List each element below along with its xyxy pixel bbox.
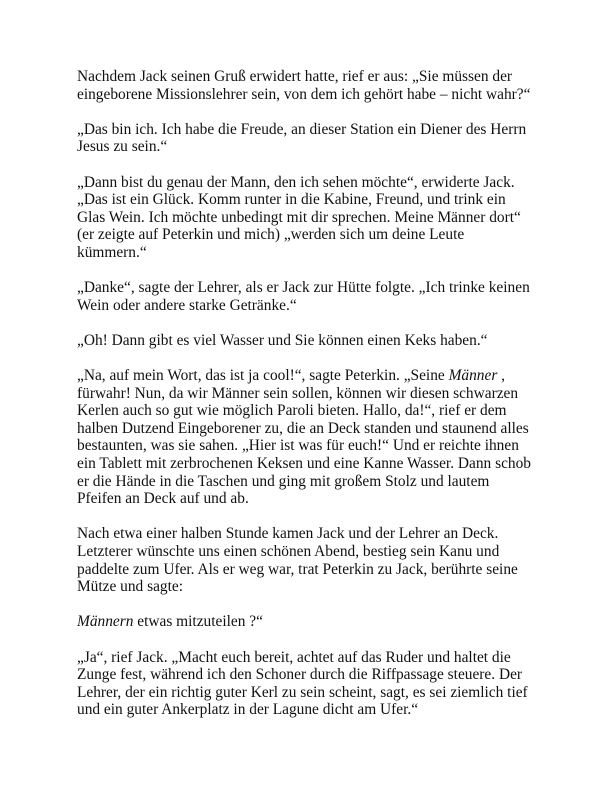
paragraph-7: Nach etwa einer halben Stunde kamen Jack und der Lehrer an Deck. Letzterer wünschte uns einen schönen Abend, bestieg sein Kanu und paddelte zum Ufer. Als er weg war, trat Peterkin zu Jack, berührte seine Mütze und sagte: bbox=[77, 525, 518, 596]
paragraph-2: „Das bin ich. Ich habe die Freude, an dieser Station ein Diener des Herrn Jesus zu sein.“ bbox=[77, 120, 527, 156]
paragraph-3: „Dann bist du genau der Mann, den ich sehen möchte“, erwiderte Jack. „Das ist ein Glück. Komm runter in die Kabine, Freund, und trink ein Glas Wein. Ich möchte unbedingt mit dir sprechen. Meine Männer dort“ (er zeigte auf Peterkin und mich) „werden sich um deine Leute kümmern.“ bbox=[77, 173, 521, 261]
paragraph-4: „Danke“, sagte der Lehrer, als er Jack zur Hütte folgte. „Ich trinke keinen Wein oder andere starke Getränke.“ bbox=[77, 279, 530, 314]
paragraph-8-text-after: etwas mitzuteilen ?“ bbox=[133, 613, 263, 631]
paragraph-6-italic-word: Männer bbox=[448, 367, 498, 385]
paragraph-1: Nachdem Jack seinen Gruß erwidert hatte, rief er aus: „Sie müssen der eingeborene Missionslehrer sein, von dem ich gehört habe – nicht wahr?“ bbox=[77, 68, 531, 103]
paragraph-5: „Oh! Dann gibt es viel Wasser und Sie können einen Keks haben.“ bbox=[77, 331, 488, 349]
paragraph-8-italic-word: Männern bbox=[77, 613, 134, 631]
paragraph-9: „Ja“, rief Jack. „Macht euch bereit, achtet auf das Ruder und haltet die Zunge fest, während ich den Schoner durch die Riffpassage steuere. Der Lehrer, der ein richtig guter Kerl zu sein scheint, sagt, es sei ziemlich tief und ein guter Ankerplatz in der Lagune dicht am Ufer.“ bbox=[77, 648, 528, 719]
document-page bbox=[77, 68, 537, 737]
paragraph-6-text-before: „Na, auf mein Wort, das ist ja cool!“, sagte Peterkin. „Seine bbox=[77, 367, 449, 385]
paragraph-6-text-after: , fürwahr! Nun, da wir Männer sein sollen, können wir diesen schwarzen Kerlen auch so gut wie möglich Paroli bieten. Hallo, da!“, rief er dem halben Dutzend Eingeborener zu, die an Deck standen und staunend alles bestaunten, was sie sahen. „Hier ist was für euch!“ Und er reichte ihnen ein Tablett mit zerbrochenen Keksen und eine Kanne Wasser. Dann schob er die Hände in die Taschen und ging mit großem Stolz und lautem Pfeifen an Deck auf und ab. bbox=[77, 367, 531, 508]
paragraph-6 bbox=[77, 367, 537, 508]
paragraph-8 bbox=[77, 613, 537, 631]
